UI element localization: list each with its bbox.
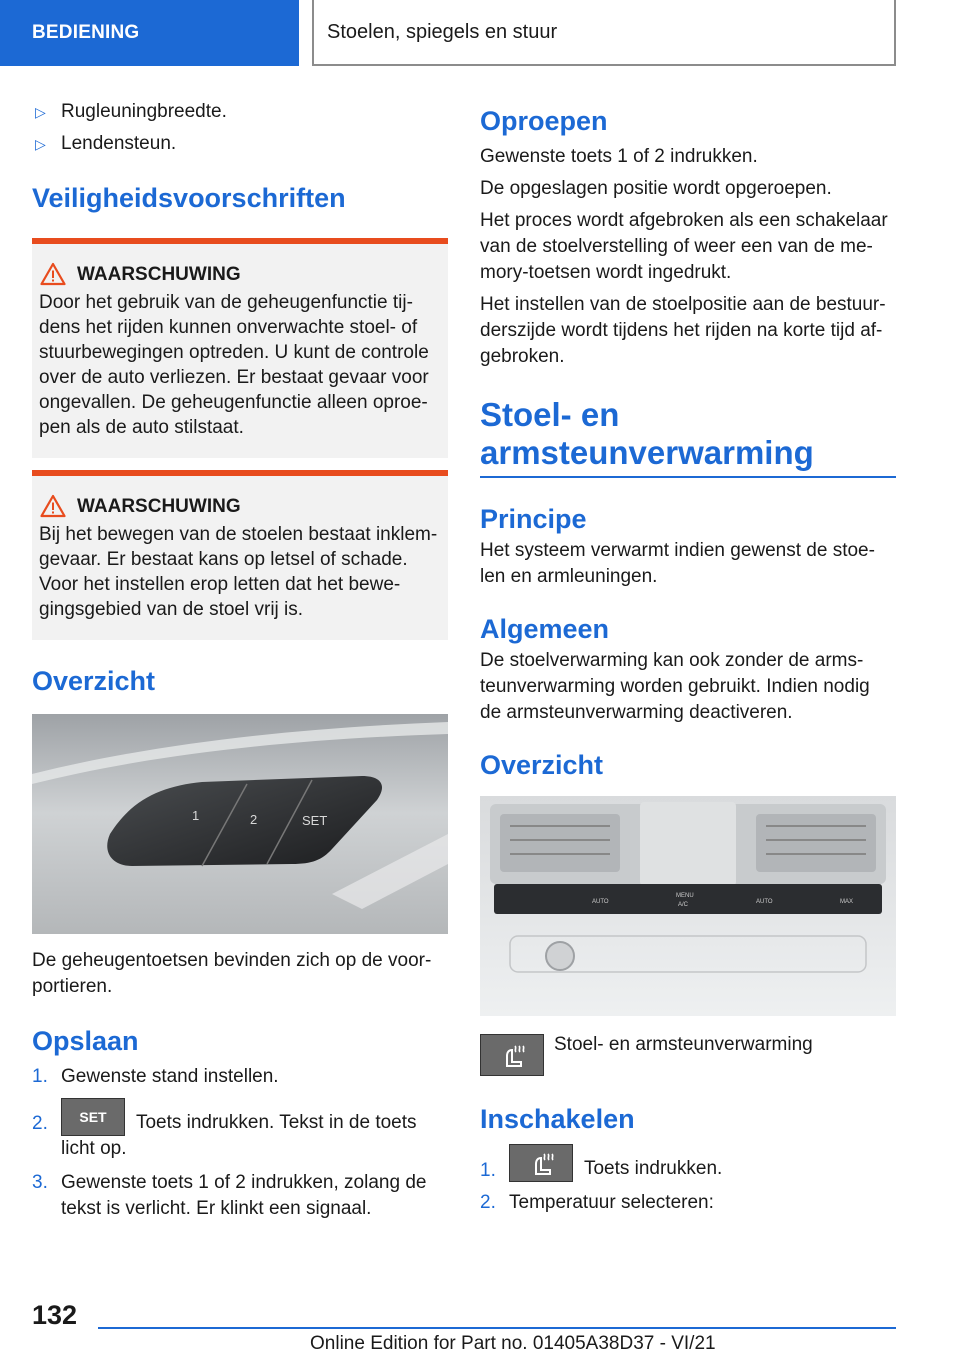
icon-legend — [480, 1034, 896, 1076]
panel-label: MAX — [840, 899, 854, 905]
panel-label: AUTO — [592, 899, 609, 905]
seat-heating-icon — [480, 1034, 544, 1076]
overview-heading: Overzicht — [32, 666, 156, 696]
list-item: 2. Temperatuur selecteren: — [480, 1192, 714, 1213]
list-item: 1. Gewenste stand instellen. — [32, 1066, 279, 1087]
switch-on-heading: Inschakelen — [480, 1104, 635, 1134]
list-item: ▷ Rugleuningbreedte. — [32, 96, 448, 128]
set-button-icon: SET — [61, 1098, 125, 1136]
section-label: BEDIENING — [0, 0, 299, 66]
principle-heading: Principe — [480, 504, 587, 534]
warning-box — [32, 470, 448, 640]
chapter-heading: Stoel- en armsteunverwarming — [480, 396, 896, 478]
triangle-bullet-icon: ▷ — [35, 104, 46, 120]
warning-title: WAARSCHUWING — [77, 496, 241, 517]
list-item: 1. Toets indrukken. — [480, 1144, 896, 1184]
edition-text: Online Edition for Part no. 01405A38D37 - VI/21 — [310, 1333, 716, 1354]
warning-title: WAARSCHUWING — [77, 264, 241, 285]
left-column — [32, 96, 448, 1222]
paragraph: Het proces wordt afgebroken als een schakelaar van de stoelverstelling of weer een van de me-mory-toetsen wordt ingedrukt. — [480, 210, 888, 283]
safety-heading: Veiligheidsvoorschriften — [32, 183, 346, 213]
right-column — [480, 104, 896, 1216]
save-heading: Opslaan — [32, 1026, 139, 1056]
list-item: ▷ Lendensteun. — [32, 128, 448, 160]
warning-icon — [40, 494, 66, 518]
warning-text: Bij het bewegen van de stoelen bestaat inklem-gevaar. Er bestaat kans op letsel of schade. Voor het instellen erop letten dat het bewe-gingsgebied van de stoel vrij is. — [39, 524, 438, 620]
panel-label: MENU — [676, 893, 694, 899]
warning-icon — [40, 262, 66, 286]
photo-label: SET — [302, 813, 328, 828]
paragraph: Het systeem verwarmt indien gewenst de stoe-len en armleuningen. — [480, 540, 875, 587]
list-item: 3. Gewenste toets 1 of 2 indrukken, zolang de tekst is verlicht. Er klinkt een signaal. — [32, 1172, 427, 1219]
climate-panel-photo — [480, 796, 896, 1016]
page-header — [0, 0, 960, 66]
recall-heading: Oproepen — [480, 106, 608, 136]
panel-label: A/C — [678, 902, 689, 908]
warning-box — [32, 238, 448, 458]
triangle-bullet-icon: ▷ — [35, 136, 46, 152]
overview-heading: Overzicht — [480, 750, 604, 780]
overview-text: De geheugentoetsen bevinden zich op de voor-portieren. — [32, 950, 432, 997]
general-heading: Algemeen — [480, 614, 610, 644]
paragraph: De opgeslagen positie wordt opgeroepen. — [480, 178, 832, 199]
icon-caption: Stoel- en armsteunverwarming — [554, 1034, 813, 1055]
memory-buttons-photo — [32, 714, 448, 934]
paragraph: De stoelverwarming kan ook zonder de arms-teunverwarming worden gebruikt. Indien nodig de armsteunverwarming deactiveren. — [480, 650, 870, 723]
chapter-title: Stoelen, spiegels en stuur — [312, 0, 896, 66]
warning-text: Door het gebruik van de geheugenfunctie tij-dens het rijden kunnen onverwachte stoel- of stuurbewegingen optreden. U kunt de controle over de auto verliezen. Er bestaat gevaar voor ongevallen. De geheugenfunctie alleen oproe-pen als de auto stilstaat. — [39, 292, 429, 438]
paragraph: Gewenste toets 1 of 2 indrukken. — [480, 146, 758, 167]
seat-heating-icon — [509, 1144, 573, 1182]
panel-label: AUTO — [756, 899, 773, 905]
page-number: 132 — [32, 1300, 78, 1330]
photo-label: 2 — [250, 812, 258, 827]
photo-label: 1 — [192, 808, 200, 823]
footer-divider — [98, 1327, 896, 1329]
list-item: 2. SET Toets indrukken. Tekst in de toets licht op. — [32, 1098, 448, 1162]
paragraph: Het instellen van de stoelpositie aan de bestuur-derszijde wordt tijdens het rijden na korte tijd af-gebroken. — [480, 294, 886, 367]
